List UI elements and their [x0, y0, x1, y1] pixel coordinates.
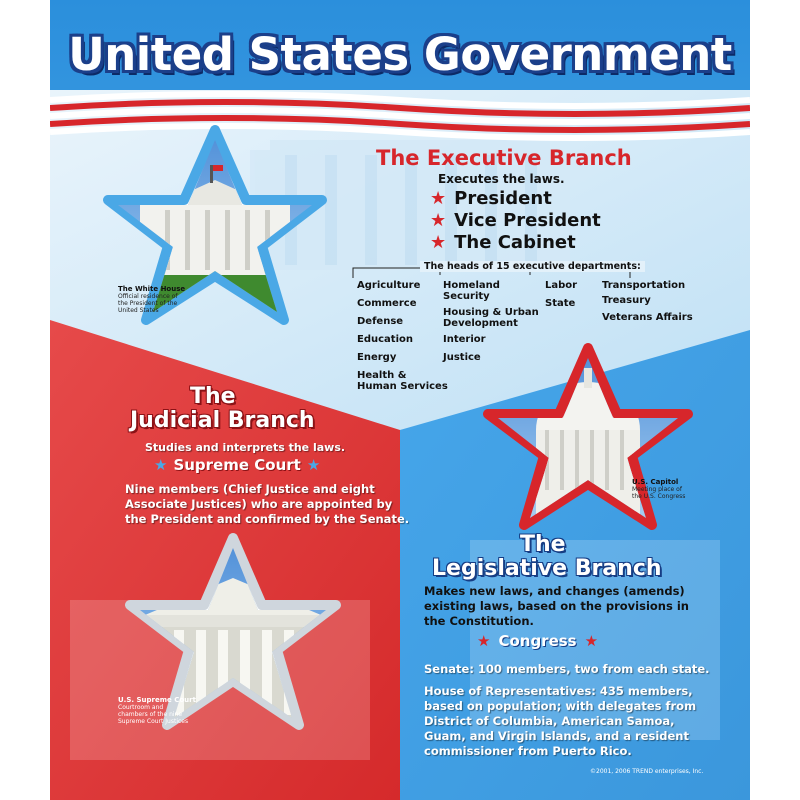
executive-member-3: ★ The Cabinet	[430, 232, 576, 253]
capitol-caption-title: U.S. Capitol	[632, 478, 679, 486]
white-house-caption-line: United States	[118, 307, 159, 314]
dept-defense: Defense	[357, 316, 404, 327]
red-star-icon: ★	[430, 188, 447, 209]
red-star-icon: ★	[430, 232, 447, 253]
capitol-caption	[632, 478, 712, 500]
red-star-icon: ★	[430, 210, 447, 231]
white-house-caption-title: The White House	[118, 285, 186, 293]
dept-health-line1: Health &	[357, 370, 407, 381]
legislative-heading-line1: The	[520, 532, 566, 557]
dept-housing-line2: Development	[443, 318, 518, 329]
supreme-court-caption	[118, 696, 208, 725]
dept-transportation: Transportation	[602, 280, 686, 291]
dept-commerce: Commerce	[357, 298, 417, 309]
white-house-caption-line: the President of the	[118, 300, 178, 307]
supreme-court-caption-line: Supreme Court Justices	[118, 718, 189, 725]
judicial-heading-line1: The	[190, 384, 236, 409]
dept-state: State	[545, 298, 576, 309]
judicial-details: Nine members (Chief Justice and eight Associate Justices) who are appointed by the President and confirmed by the Senate.	[125, 482, 410, 526]
dept-energy: Energy	[357, 352, 397, 363]
blue-star-icon: ★	[154, 456, 168, 474]
judicial-court: ★ Supreme Court ★	[154, 456, 321, 474]
executive-member-1: ★ President	[430, 188, 552, 209]
legislative-house: House of Representatives: 435 members, based on population; with delegates from District of Columbia, American Samoa, Guam, and Virgin Islands, and a resident commissioner from Puerto Rico.	[424, 684, 697, 758]
copyright-text: ©2001, 2006 TREND enterprises, Inc.	[590, 768, 704, 775]
legislative-heading-line2: Legislative Branch	[432, 556, 662, 581]
judicial-heading-line2: Judicial Branch	[130, 408, 315, 433]
poster-title: United States Government	[68, 28, 732, 81]
capitol-caption-line: Meeting place of	[632, 486, 682, 493]
dept-labor: Labor	[545, 280, 578, 291]
departments-heading: The heads of 15 executive departments:	[420, 261, 645, 272]
dept-veterans-affairs: Veterans Affairs	[602, 312, 693, 323]
poster-background	[50, 0, 750, 800]
red-star-icon: ★	[477, 632, 491, 650]
legislative-congress: ★ Congress ★	[477, 632, 599, 650]
dept-homeland-line2: Security	[443, 291, 490, 302]
dept-health-line2: Human Services	[357, 381, 448, 392]
supreme-court-caption-title: U.S. Supreme Court	[118, 696, 196, 704]
dept-agriculture: Agriculture	[357, 280, 421, 291]
executive-heading: The Executive Branch	[376, 146, 632, 170]
supreme-court-caption-line: chambers of the nine	[118, 711, 183, 718]
dept-justice: Justice	[443, 352, 481, 363]
executive-description: Executes the laws.	[438, 172, 565, 186]
dept-education: Education	[357, 334, 413, 345]
supreme-court-caption-line: Courtroom and	[118, 704, 164, 711]
blue-star-icon: ★	[306, 456, 321, 474]
red-star-icon: ★	[584, 632, 599, 650]
dept-housing-line1: Housing & Urban	[443, 307, 539, 318]
poster	[50, 0, 750, 800]
legislative-description: Makes new laws, and changes (amends) existing laws, based on the provisions in the Constitution.	[424, 584, 689, 628]
capitol-caption-line: the U.S. Congress	[632, 493, 686, 500]
dept-treasury: Treasury	[602, 295, 651, 306]
legislative-senate: Senate: 100 members, two from each state.	[424, 662, 710, 676]
white-house-caption-line: Official residence of	[118, 293, 178, 300]
judicial-description: Studies and interprets the laws.	[145, 441, 346, 454]
dept-homeland-line1: Homeland	[443, 280, 500, 291]
white-house-caption	[118, 285, 198, 314]
dept-interior: Interior	[443, 334, 486, 345]
executive-member-2: ★ Vice President	[430, 210, 601, 231]
